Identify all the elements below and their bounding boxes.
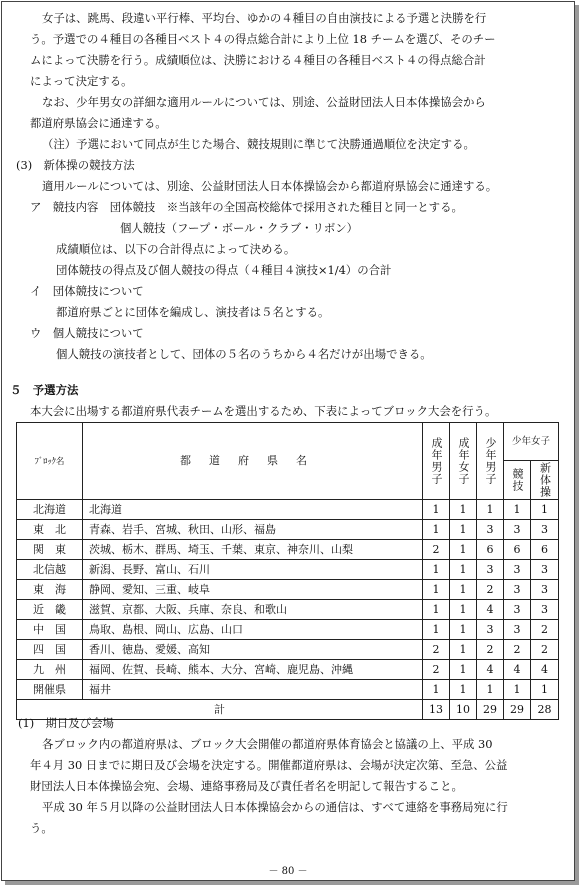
paragraph-line: う。	[30, 821, 53, 835]
table-row	[17, 620, 559, 640]
count-cell: 1	[531, 680, 559, 700]
count-cell: 1	[423, 620, 450, 640]
paragraph-line: 年４月 30 日までに期日及び会場を決定する。開催都道府県は、会場が決定次第、至急、公益	[30, 758, 508, 772]
paragraph-line: 適用ルールについては、別途、公益財団法人日本体操協会から都道府県協会に通達する。	[42, 179, 498, 193]
count-cell: 4	[477, 660, 504, 680]
count-cell: 6	[531, 540, 559, 560]
count-cell: 2	[423, 660, 450, 680]
block-name-cell: 開催県	[17, 680, 83, 700]
section-heading: ５ 予選方法	[10, 383, 79, 397]
header-youth-female: 少年女子	[504, 423, 559, 461]
paragraph-line: 各ブロック内の都道府県は、ブロック大会開催の都道府県体育協会と協議の上、平成 30	[42, 737, 493, 751]
count-cell: 4	[531, 660, 559, 680]
header-adult-female: 成年女子	[450, 423, 477, 500]
paragraph-line: によって決定する。	[30, 74, 133, 88]
count-cell: 6	[477, 540, 504, 560]
header-adult-male: 成年男子	[423, 423, 450, 500]
prefecture-list-cell: 青森、岩手、宮城、秋田、山形、福島	[83, 520, 423, 540]
count-cell: 1	[450, 540, 477, 560]
block-name-cell: 東 北	[17, 520, 83, 540]
count-cell: 1	[450, 620, 477, 640]
table-row	[17, 680, 559, 700]
count-cell: 2	[504, 640, 531, 660]
list-item: 成績順位は、以下の合計得点によって決める。	[56, 242, 296, 256]
count-cell: 4	[477, 600, 504, 620]
count-cell: 3	[477, 620, 504, 640]
total-cell: 29	[477, 700, 504, 720]
count-cell: 1	[423, 580, 450, 600]
count-cell: 1	[450, 560, 477, 580]
prefecture-list-cell: 鳥取、島根、岡山、広島、山口	[83, 620, 423, 640]
count-cell: 3	[531, 600, 559, 620]
block-name-cell: 四 国	[17, 640, 83, 660]
note-line: （注）予選において同点が生じた場合、競技規則に準じて決勝通過順位を決定する。	[42, 137, 475, 151]
list-item: ア 競技内容 団体競技 ※当該年の全国高校総体で採用された種目と同一とする。	[30, 200, 463, 214]
count-cell: 1	[423, 600, 450, 620]
count-cell: 2	[477, 640, 504, 660]
count-cell: 4	[504, 660, 531, 680]
total-label: 計	[17, 700, 423, 720]
count-cell: 3	[504, 580, 531, 600]
header-prefectures: 都道府県名	[83, 423, 423, 500]
table-row	[17, 500, 559, 520]
count-cell: 6	[504, 540, 531, 560]
count-cell: 1	[504, 680, 531, 700]
block-name-cell: 関 東	[17, 540, 83, 560]
count-cell: 1	[531, 500, 559, 520]
total-cell: 13	[423, 700, 450, 720]
section-heading: (1) 期日及び会場	[18, 716, 114, 730]
paragraph-line: ムによって決勝を行う。成績順位は、決勝における４種目の各種目ベスト４の得点総合計	[30, 53, 486, 67]
paragraph-line: 平成 30 年５月以降の公益財団法人日本体操協会からの通信は、すべて連絡を事務局宛に行	[42, 800, 508, 814]
prefecture-list-cell: 福井	[83, 680, 423, 700]
count-cell: 3	[504, 600, 531, 620]
count-cell: 1	[450, 660, 477, 680]
list-item: 団体競技の得点及び個人競技の得点（４種目４演技×1/4）の合計	[56, 263, 392, 277]
section-heading: (3) 新体操の競技方法	[16, 158, 135, 172]
total-cell: 29	[504, 700, 531, 720]
prefecture-list-cell: 香川、徳島、愛媛、高知	[83, 640, 423, 660]
prefecture-list-cell: 滋賀、京都、大阪、兵庫、奈良、和歌山	[83, 600, 423, 620]
count-cell: 3	[504, 520, 531, 540]
count-cell: 3	[504, 620, 531, 640]
total-cell: 28	[531, 700, 559, 720]
paragraph-line: 本大会に出場する都道府県代表チームを選出するため、下表によってブロック大会を行う。	[30, 404, 497, 418]
block-name-cell: 北信越	[17, 560, 83, 580]
count-cell: 1	[450, 580, 477, 600]
header-artistic: 競技	[504, 460, 531, 500]
paragraph-line: 女子は、跳馬、段違い平行棒、平均台、ゆかの４種目の自由演技による予選と決勝を行	[42, 11, 487, 25]
count-cell: 1	[423, 500, 450, 520]
paragraph-line: 都道府県協会に通達する。	[30, 116, 167, 130]
list-item: 個人競技（フープ・ボール・クラブ・リボン）	[120, 221, 359, 235]
block-name-cell: 東 海	[17, 580, 83, 600]
header-block-name: ﾌﾞﾛｯｸ名	[17, 423, 83, 500]
block-name-cell: 北海道	[17, 500, 83, 520]
count-cell: 3	[477, 520, 504, 540]
count-cell: 3	[504, 560, 531, 580]
block-name-cell: 九 州	[17, 660, 83, 680]
count-cell: 3	[531, 560, 559, 580]
paragraph-line: 財団法人日本体操協会宛、会場、連絡事務局及び責任者名を明記して報告すること。	[30, 779, 463, 793]
count-cell: 2	[477, 580, 504, 600]
count-cell: 1	[423, 680, 450, 700]
table-row	[17, 540, 559, 560]
paragraph-line: なお、少年男女の詳細な適用ルールについては、別途、公益財団法人日本体操協会から	[42, 95, 486, 109]
table-row	[17, 600, 559, 620]
prefecture-list-cell: 福岡、佐賀、長崎、熊本、大分、宮崎、鹿児島、沖縄	[83, 660, 423, 680]
count-cell: 2	[423, 640, 450, 660]
list-item: ウ 個人競技について	[30, 326, 144, 340]
list-item: 都道府県ごとに団体を編成し、演技者は５名とする。	[56, 305, 330, 319]
count-cell: 1	[450, 680, 477, 700]
count-cell: 1	[477, 680, 504, 700]
block-name-cell: 中 国	[17, 620, 83, 640]
table-row	[17, 660, 559, 680]
table-row	[17, 520, 559, 540]
count-cell: 1	[450, 520, 477, 540]
prefecture-list-cell: 茨城、栃木、群馬、埼玉、千葉、東京、神奈川、山梨	[83, 540, 423, 560]
table-row	[17, 580, 559, 600]
count-cell: 1	[450, 640, 477, 660]
prefecture-list-cell: 新潟、長野、富山、石川	[83, 560, 423, 580]
list-item: 個人競技の演技者として、団体の５名のうちから４名だけが出場できる。	[56, 347, 432, 361]
prefecture-list-cell: 静岡、愛知、三重、岐阜	[83, 580, 423, 600]
list-item: イ 団体競技について	[30, 284, 144, 298]
count-cell: 3	[531, 520, 559, 540]
count-cell: 3	[531, 580, 559, 600]
page-number: － 80 －	[268, 866, 308, 877]
count-cell: 3	[477, 560, 504, 580]
count-cell: 1	[504, 500, 531, 520]
block-name-cell: 近 畿	[17, 600, 83, 620]
header-rhythmic: 新体操	[531, 460, 559, 500]
header-youth-male: 少年男子	[477, 423, 504, 500]
count-cell: 1	[450, 600, 477, 620]
total-cell: 10	[450, 700, 477, 720]
count-cell: 2	[423, 540, 450, 560]
count-cell: 1	[477, 500, 504, 520]
count-cell: 1	[423, 520, 450, 540]
table-row	[17, 560, 559, 580]
count-cell: 1	[450, 500, 477, 520]
document-page	[1, 1, 575, 881]
count-cell: 2	[531, 620, 559, 640]
block-table	[16, 422, 559, 720]
table-row	[17, 640, 559, 660]
count-cell: 1	[423, 560, 450, 580]
prefecture-list-cell: 北海道	[83, 500, 423, 520]
count-cell: 2	[531, 640, 559, 660]
paragraph-line: う。予選での４種目の各種目ベスト４の得点総合計により上位 18 チームを選び、そのチー	[30, 32, 496, 46]
